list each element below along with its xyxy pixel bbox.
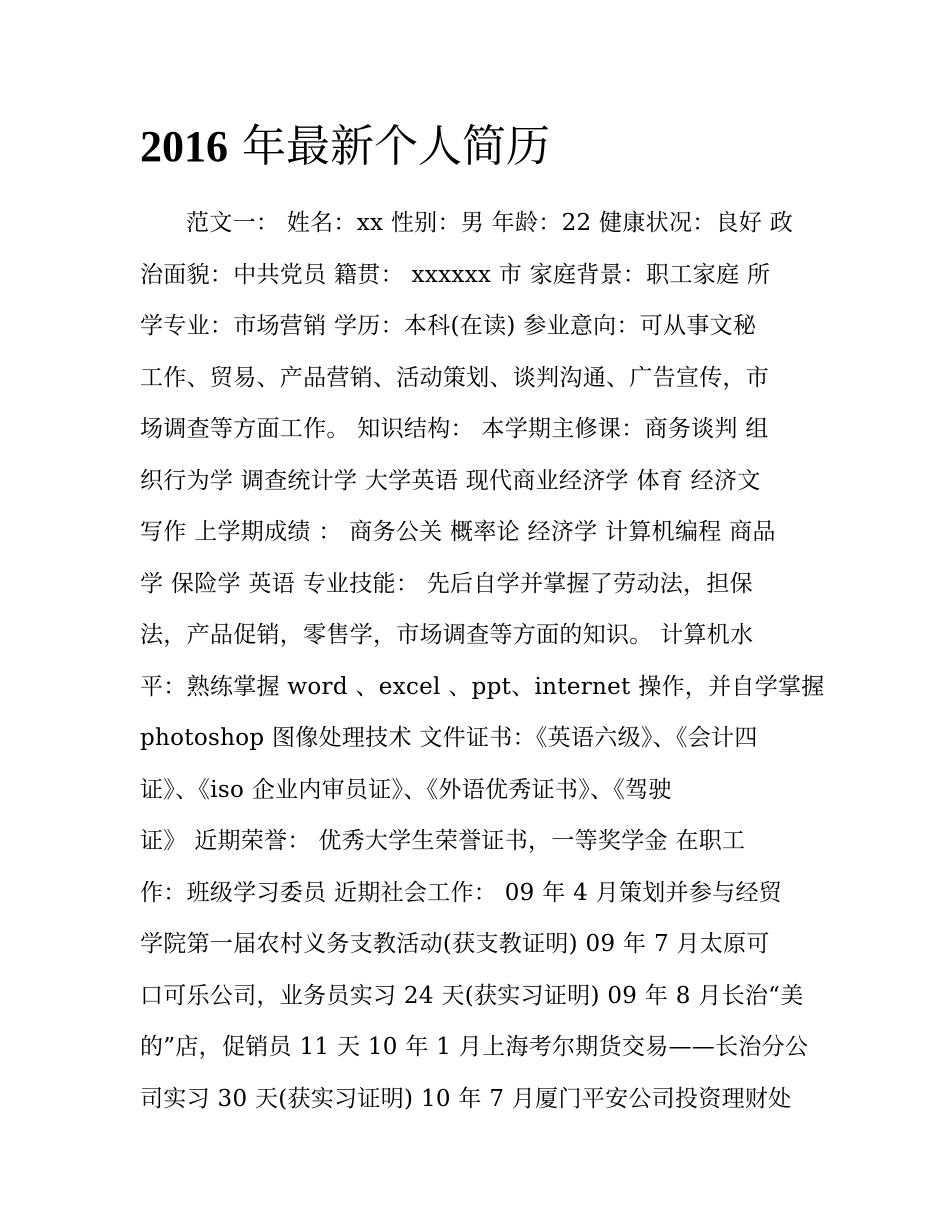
body-line: 证》 近期荣誉： 优秀大学生荣誉证书，一等奖学金 在职工 xyxy=(140,828,746,854)
title-text: 年最新个人简历 xyxy=(242,121,550,172)
resume-body xyxy=(140,198,825,1125)
body-line: 司实习 30 天(获实习证明) 10 年 7 月厦门平安公司投资理财处 xyxy=(140,1085,792,1112)
body-line: 学专业：市场营销 学历：本科(在读) 参业意向：可从事文秘 xyxy=(140,313,757,339)
body-line: 作：班级学习委员 近期社会工作： 09 年 4 月策划并参与经贸 xyxy=(140,879,783,906)
body-line: 写作 上学期成绩 ： 商务公关 概率论 经济学 计算机编程 商品 xyxy=(140,519,776,545)
body-line: 学 保险学 英语 专业技能： 先后自学并掌握了劳动法，担保 xyxy=(140,570,753,597)
body-line: 法，产品促销，零售学，市场调查等方面的知识。 计算机水 xyxy=(140,622,754,648)
body-line: 证》、《iso 企业内审员证》、《外语优秀证书》、《驾驶 xyxy=(140,776,672,803)
body-line: 工作、贸易、产品营销、活动策划、谈判沟通、广告宣传，市 xyxy=(140,364,770,391)
body-line: 学院第一届农村义务支教活动(获支教证明) 09 年 7 月太原可 xyxy=(140,931,770,957)
body-line: 平：熟练掌握 word 、excel 、ppt、internet 操作，并自学掌握 xyxy=(140,673,825,700)
body-line: 的”店，促销员 11 天 10 年 1 月上海考尔期货交易——长治分公 xyxy=(140,1034,809,1060)
body-line: 范文一： 姓名：xx 性别：男 年龄：22 健康状况：良好 政 xyxy=(186,210,794,236)
body-line: 场调查等方面工作。 知识结构： 本学期主修课：商务谈判 组 xyxy=(140,416,769,442)
document-title xyxy=(140,118,550,176)
body-line: 治面貌：中共党员 籍贯： xxxxxx 市 家庭背景：职工家庭 所 xyxy=(140,261,771,288)
body-line: 织行为学 调查统计学 大学英语 现代商业经济学 体育 经济文 xyxy=(140,467,761,494)
title-year: 2016 xyxy=(140,122,228,171)
body-line: 口可乐公司，业务员实习 24 天(获实习证明) 09 年 8 月长治“美 xyxy=(140,982,804,1009)
body-line: photoshop 图像处理技术 文件证书：《英语六级》、《会计四 xyxy=(140,725,758,751)
